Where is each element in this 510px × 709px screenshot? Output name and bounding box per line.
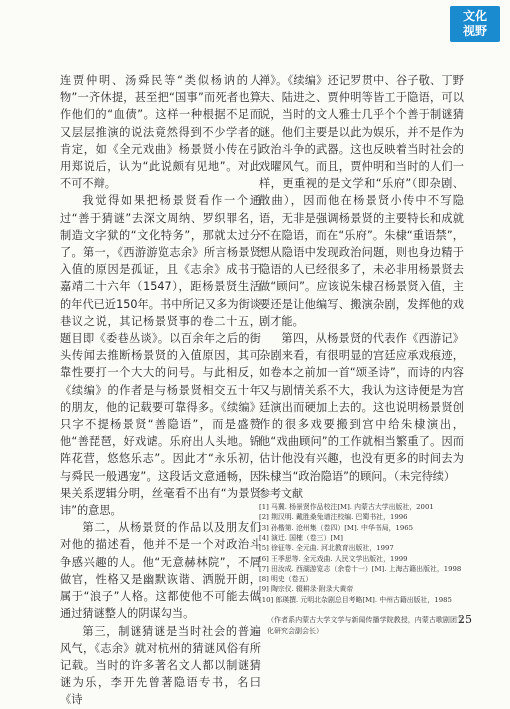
reference-item: [9] 陶宗仪. 辍耕录·附录大黄帝 — [259, 585, 354, 594]
paragraph: 第二，从杨景贤的作品以及朋友们对他的描述看，他并不是一个对政治斗争感兴趣的人。他“无意赫林院”，不屑做官，性格又是幽默诙谐、洒脱开朗，属于“浪子”人格。这都使他不可能去做通过猜谜整人的阴谋勾当。 — [60, 521, 261, 621]
paragraph: 禅》。《续编》还记罗贯中、谷子敬、丁野夫、陆进之、贾仲明等皆工于隐语，可以说，当时的文人雅士几乎个个善于制谜猜谜。他们主要是以此为娱乐，并不是作为政治斗争的武器。这也反映着当时社会的戏曜风气。而且，贾仲明和当时的人们一样，更重视的是文学和“乐府”（即杂剧、散曲），因而他在杨景贤小传中不写隐语，无非是强调杨景贤的主要特长和成就不在隐语，而在“乐府”。朱棣“重语禁”，想从隐语中发现政治问题，则也身边精于隐语的人已经很多了，未必非用杨景贤去做“顾问”。应该说朱棣召杨景贤入值，主要还是让他编写、搬演杂剧，发挥他的戏剧才能。 — [259, 74, 464, 328]
page-number: 25 — [458, 613, 472, 626]
reference-item: [4] 演迁. 国榷（卷三）[M] — [259, 533, 343, 542]
reference-item: [6] 王季思等. 全元戏曲. 人民文学出版社，1999 — [259, 554, 408, 563]
references-list — [259, 502, 464, 605]
author-note: （作者系内蒙古大学文学与新闻传播学院教授，内蒙古歌剧团文化研究会副会长） — [267, 616, 464, 636]
left-column — [60, 72, 261, 709]
references-title: 参考文献 — [259, 486, 303, 500]
paragraph: 第四，从杨景贤的代表作《西游记》杂剧来看，有很明显的宫廷应承戏痕迹，如卷本之前加一首“颂圣诗”，而诗的内容又与剧情关系不大，我认为这诗便是为宫廷演出而硬加上去的。这也说明杨景贤创作的很多戏要搬到宫中给朱棣演出，他“戏曲顾问”的工作就相当繁重了。因而估计他没有兴趣，也没有更多的时间去为朱棣当“政治隐语”的顾问。（未完待续） — [259, 332, 464, 483]
reference-item: [7] 田汝成. 西湖游览志（余卷十一）[M]. 上海古籍出版社，1998 — [259, 564, 462, 573]
section-badge — [450, 6, 500, 42]
right-column — [259, 72, 464, 637]
paragraph: 我觉得如果把杨景贤看作一个通过“善于猜谜”去深文周纳、罗织罪名，制造文字狱的“文化特务”，那就太过分了。第一，《西游游览志余》所言杨景贤入值的原因是孤证，且《志余》成书于嘉靖二十六年（1547），距杨景贤生活的年代已近150年。书中所记又多为街谈巷议之说，其记杨景贤事的卷二十五，题目即《委巷丛谈》。以百余年之后的街头传闻去推断杨景贤的入值原因，其可靠性要打一个大大的问号。与此相反，《续编》的作者是与杨景贤相交五十年的朋友，他的记载要可靠得多。《续编》只字不提杨景贤“善隐语”，而是盛赞他“善琵琶，好戏谑。乐府出人头地。锦阵花营，悠悠乐志”。因此才“永乐初，与舜民一般遇宠”。这段话文意通畅，因果关系逻辑分明，丝毫看不出有“为景贤讳”的意思。 — [60, 194, 261, 518]
paragraph: 连贾仲明、汤舜民等“类似杨讷的人物”一齐休提，甚至把“国事”而死者也算作他们的“血债”。这样一种根据不足而又层层推演的说法竟然得到不少学者的肯定，如《全元戏曲》杨景贤小传在引用郑说后，认为“此说颇有见地”。对此不可不辩。 — [60, 74, 261, 191]
reference-item: [5] 徐征等. 全元曲. 河北教育出版社，1997 — [259, 544, 394, 553]
badge-line-1: 文化 — [462, 9, 487, 23]
reference-item: [2] 荆汉明. 戴胜桑兔谱注校编. 巴蜀书社，1996 — [259, 513, 408, 522]
paragraph: 第三，制谜猜谜是当时社会的普遍风气，《志余》就对杭州的猜谜风俗有所记载。当时的许多著名文人都以制谜猜谜为乐，李开先曾著隐语专书，名曰《诗 — [60, 624, 261, 707]
reference-item: [8] 明史（卷五） — [259, 575, 313, 584]
reference-item: [3] 孙楷第. 沧州集（卷四）[M]. 中华书局，1965 — [259, 523, 414, 532]
badge-line-2: 视野 — [462, 24, 487, 38]
reference-item: [10] 郎瑛撰. 元明北杂剧总目考略[M]. 中州古籍出版社，1985 — [259, 595, 452, 604]
reference-item: [1] 马冀. 杨景贤作品校注[M]. 内蒙古大学出版社，2001 — [259, 503, 434, 512]
